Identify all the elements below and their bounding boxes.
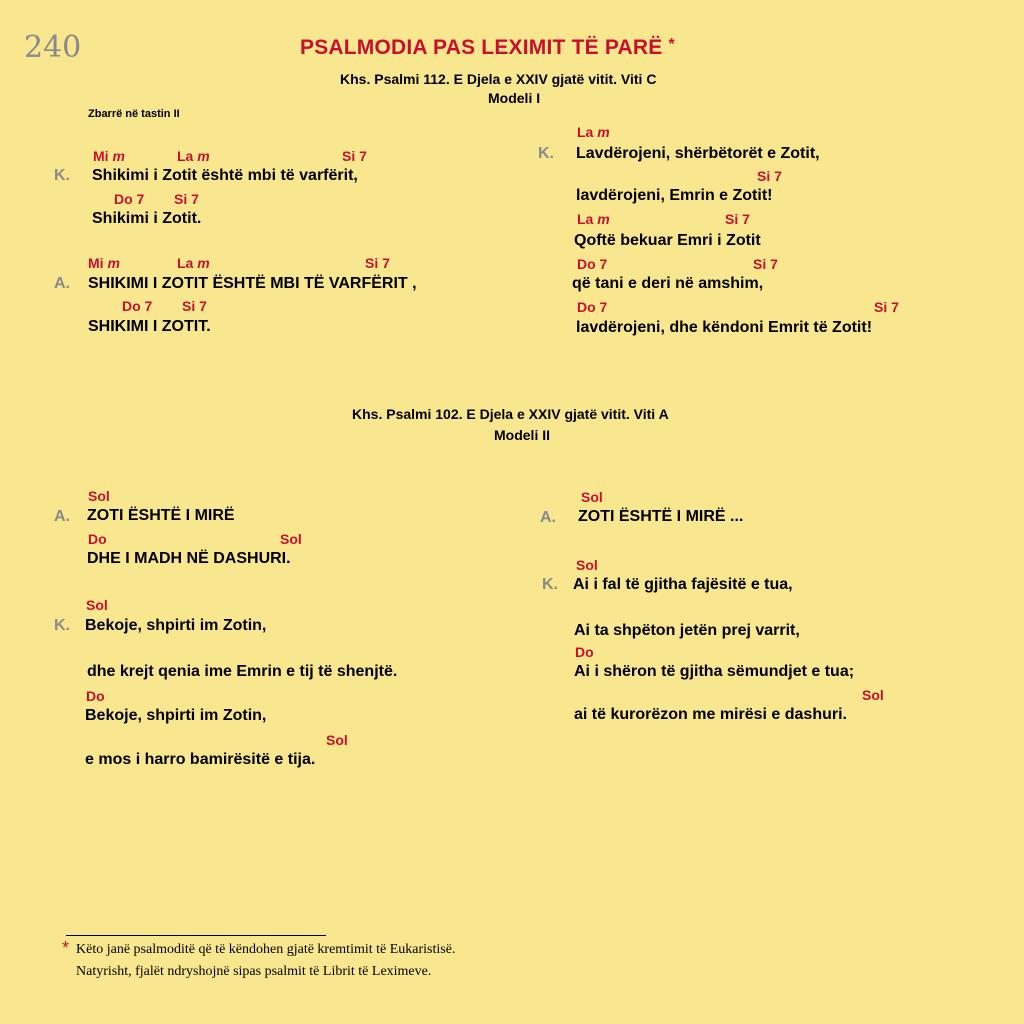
k-marker-right: K. bbox=[542, 576, 558, 593]
verse-line: ai të kurorëzon me mirësi e dashuri. bbox=[574, 706, 847, 723]
chord-si7: Si 7 bbox=[182, 298, 207, 314]
title-footnote-mark: * bbox=[668, 36, 675, 53]
verse-line: Ai ta shpëton jetën prej varrit, bbox=[574, 622, 800, 639]
chord-do7: Do 7 bbox=[122, 298, 153, 314]
chord-sol: Sol bbox=[581, 489, 603, 505]
chord-si7: Si 7 bbox=[753, 256, 778, 272]
chord-do7: Do 7 bbox=[577, 256, 608, 272]
section1-model: Modeli I bbox=[488, 90, 541, 106]
chord-si7: Si 7 bbox=[174, 191, 199, 207]
section1-ref: Khs. Psalmi 112. E Djela e XXIV gjatë vitit. Viti C bbox=[340, 71, 657, 87]
response-line: SHIKIMI I ZOTIT. bbox=[88, 318, 211, 335]
verse-line: Bekoje, shpirti im Zotin, bbox=[85, 617, 267, 634]
verse-line: dhe krejt qenia ime Emrin e tij të shenjtë. bbox=[87, 663, 398, 680]
chord-si7: Si 7 bbox=[725, 211, 750, 227]
a-marker-right: A. bbox=[540, 509, 556, 526]
title-text: PSALMODIA PAS LEXIMIT TË PARË bbox=[300, 36, 663, 59]
verse-line: Qoftë bekuar Emri i Zotit bbox=[574, 232, 761, 249]
chord-sol: Sol bbox=[88, 488, 110, 504]
a-marker: A. bbox=[54, 508, 70, 525]
page-number: 240 bbox=[24, 30, 82, 65]
response-line: ZOTI ËSHTË I MIRË bbox=[87, 507, 235, 524]
chord-sol: Sol bbox=[280, 531, 302, 547]
chord-mi-m: Mi m bbox=[93, 148, 125, 164]
verse-line: e mos i harro bamirësitë e tija. bbox=[85, 751, 316, 768]
chord-sol: Sol bbox=[326, 732, 348, 748]
chord-la-m: La m bbox=[577, 124, 610, 140]
chord-si7: Si 7 bbox=[757, 168, 782, 184]
chord-do7: Do 7 bbox=[114, 191, 145, 207]
verse-line: Bekoje, shpirti im Zotin, bbox=[85, 707, 267, 724]
response-line: DHE I MADH NË DASHURI. bbox=[87, 550, 291, 567]
verse-line: lavdërojeni, Emrin e Zotit! bbox=[576, 187, 773, 204]
page-title bbox=[300, 36, 675, 60]
verse-line: Shikimi i Zotit. bbox=[92, 210, 202, 227]
chord-do: Do bbox=[86, 688, 105, 704]
verse-line: Shikimi i Zotit është mbi të varfërit, bbox=[92, 167, 358, 184]
verse-line: që tani e deri në amshim, bbox=[572, 275, 764, 292]
verse-line: Ai i shëron të gjitha sëmundjet e tua; bbox=[574, 663, 855, 680]
chord-si7: Si 7 bbox=[874, 299, 899, 315]
k-marker: K. bbox=[54, 167, 70, 184]
chord-la-m: La m bbox=[177, 255, 210, 271]
verse-line: lavdërojeni, dhe këndoni Emrit të Zotit! bbox=[576, 319, 873, 336]
verse-line: Ai i fal të gjitha fajësitë e tua, bbox=[573, 576, 793, 593]
footnote-mark: * bbox=[62, 938, 70, 958]
chord-la-m: La m bbox=[577, 211, 610, 227]
section2-model: Modeli II bbox=[494, 427, 550, 443]
chord-sol: Sol bbox=[862, 687, 884, 703]
chord-si7: Si 7 bbox=[342, 148, 367, 164]
chord-sol: Sol bbox=[576, 557, 598, 573]
chord-do: Do bbox=[575, 644, 594, 660]
chord-do: Do bbox=[88, 531, 107, 547]
response-line: ZOTI ËSHTË I MIRË ... bbox=[578, 508, 744, 525]
chord-la-m: La m bbox=[177, 148, 210, 164]
chord-si7: Si 7 bbox=[365, 255, 390, 271]
verse-line: Lavdërojeni, shërbëtorët e Zotit, bbox=[576, 145, 820, 162]
footnote-line: Natyrisht, fjalët ndryshojnë sipas psalmit të Librit të Leximeve. bbox=[76, 964, 432, 979]
section2-ref: Khs. Psalmi 102. E Djela e XXIV gjatë vitit. Viti A bbox=[352, 406, 669, 422]
chord-do7: Do 7 bbox=[577, 299, 608, 315]
footnote-line: Këto janë psalmoditë që të këndohen gjatë kremtimit të Eukaristisë. bbox=[76, 942, 456, 957]
response-line: SHIKIMI I ZOTIT ËSHTË MBI TË VARFËRIT , bbox=[88, 275, 417, 292]
a-marker: A. bbox=[54, 275, 70, 292]
section1-note: Zbarrë në tastin II bbox=[88, 108, 180, 120]
chord-sol: Sol bbox=[86, 597, 108, 613]
k-marker-right: K. bbox=[538, 145, 554, 162]
chord-mi-m: Mi m bbox=[88, 255, 120, 271]
footnote-divider bbox=[66, 935, 326, 936]
k-marker: K. bbox=[54, 617, 70, 634]
